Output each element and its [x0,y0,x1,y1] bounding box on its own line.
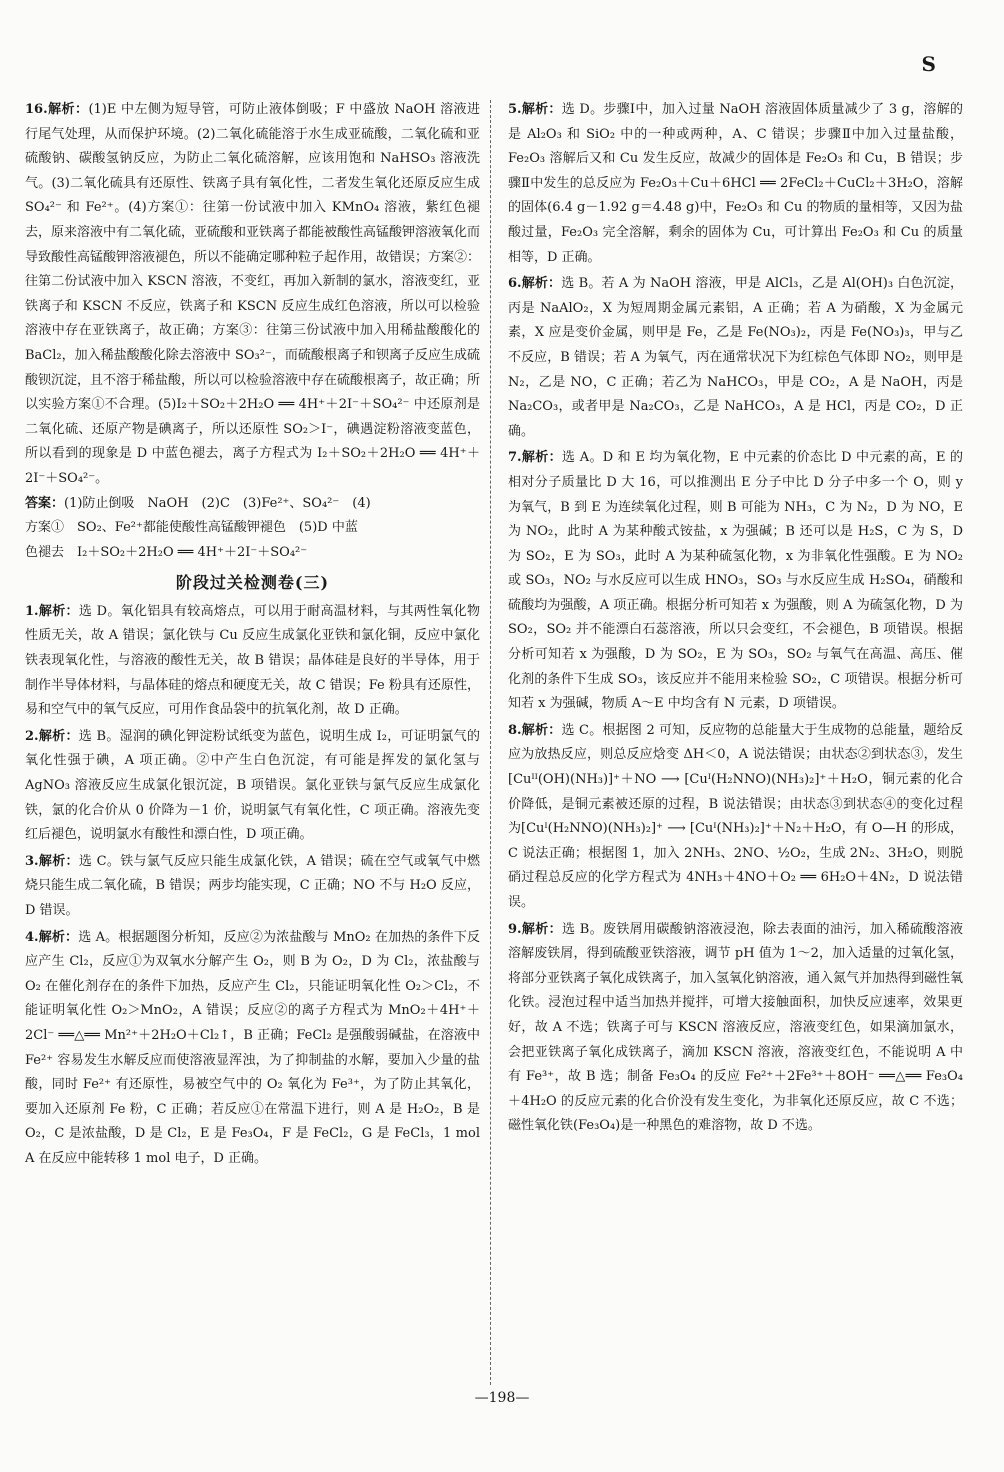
right-column [508,98,963,1141]
corner-mark: S [921,52,936,76]
analysis-label: 解析： [38,853,79,869]
question-7 [508,446,963,717]
analysis-text: 选 B。湿润的碘化钾淀粉试纸变为蓝色，说明生成 I₂，可证明氯气的氧化性强于碘，A 项正确。②中产生白色沉淀，有可能是挥发的氯化氢与 AgNO₃ 溶液反应生成氯化银沉淀，B 项错误。氯化亚铁与氯气反应生成氯化铁，氯的化合价从 0 价降为－1 价，说明氯气有氧化性，C 项正确。溶液先变红后褪色，说明氯水有酸性和漂白性，D 项正确。 [25,728,480,843]
page-number: —198— [474,1390,530,1406]
analysis-text: 选 D。步骤Ⅰ中，加入过量 NaOH 溶液固体质量减少了 3 g，溶解的是 Al₂O₃ 和 SiO₂ 中的一种或两种，A、C 错误；步骤Ⅱ中加入过量盐酸，Fe₂O₃ 溶解后又和 Cu 发生反应，故减少的固体是 Fe₂O₃ 和 Cu，B 错误；步骤Ⅱ中发生的总反应为 Fe₂O₃＋Cu＋6HCl ══ 2FeCl₂＋CuCl₂＋3H₂O，溶解的固体(6.4 g－1.92 g＝4.48 g)中，Fe₂O₃ 和 Cu 的物质的量相等，又因为盐酸过量，Fe₂O₃ 完全溶解，剩余的固体为 Cu，可计算出 Fe₂O₃ 和 Cu 的质量相等，D 正确。 [508,102,963,265]
analysis-label: 解析： [38,929,79,945]
answer-line-3: 色褪去 I₂＋SO₂＋2H₂O ══ 4H⁺＋2I⁻＋SO₄²⁻ [25,544,308,560]
left-column [25,98,480,1174]
answer-block [25,492,480,566]
analysis-text: 选 C。根据图 2 可知，反应物的总能量大于生成物的总能量，题给反应为放热反应，则总反应焓变 ΔH＜0，A 说法错误；由状态②到状态③，发生[Cuᴵᴵ(OH)(NH₃)]⁺＋NO ⟶ [Cuᴵ(H₂NNO)(NH₃)₂]⁺＋H₂O，铜元素的化合价降低，是铜元素被还原的过程，B 说法错误；由状态③到状态④的变化过程为[Cuᴵ(H₂NNO)(NH₃)₂]⁺ ⟶ [Cuᴵ(NH₃)₂]⁺＋N₂＋H₂O，有 O—H 的形成，C 说法正确；根据图 1，加入 2NH₃、2NO、½O₂，生成 2N₂、3H₂O，则脱硝过程总反应的化学方程式为 4NH₃＋4NO＋O₂ ══ 6H₂O＋4N₂，D 说法错误。 [508,722,963,910]
analysis-label: 解析： [521,722,562,738]
section-title: 阶段过关检测卷(三) [175,573,330,593]
question-9 [508,918,963,1139]
question-number: 6. [508,276,522,292]
question-4 [25,926,480,1172]
answer-line-1: (1)防止倒吸 NaOH (2)C (3)Fe²⁺、SO₄²⁻ (4) [64,495,371,511]
analysis-label: 解析： [38,603,79,619]
question-8 [508,719,963,916]
analysis-label: 解析： [521,276,562,292]
question-2 [25,725,480,848]
analysis-text: 选 A。D 和 E 均为氧化物，E 中元素的价态比 D 中元素的高，E 的相对分子质量比 D 大 16，可以推测出 E 分子中比 D 分子中多一个 O，则 y 为氧气，B 到 E 为连续氧化过程，则 B 可能为 NH₃，C 为 N₂，D 为 NO，E 为 NO₂，此时 A 为某种酸式铵盐，x 为强碱；B 还可以是 H₂S，C 为 S，D 为 SO₂，E 为 SO₃，此时 A 为某种硫氢化物，x 为非氧化性强酸。E 为 NO₂ 或 SO₃，NO₂ 与水反应可以生成 HNO₃，SO₃ 与水反应生成 H₂SO₄，硝酸和硫酸均为强酸，A 项正确。根据分析可知若 x 为强酸，则 A 为硫氢化物，D 为 SO₂，SO₂ 并不能漂白石蕊溶液，所以只会变红，不会褪色，B 项错误。根据分析可知若 x 为强酸，D 为 SO₂，E 为 SO₃，SO₂ 与氧气在高温、高压、催化剂的条件下生成 SO₃，该反应并不能用来检验 SO₂，C 项错误。根据分析可知若 x 为强碱，物质 A～E 中均含有 N 元素，D 项错误。 [508,450,963,712]
column-divider [490,100,491,1385]
analysis-label: 解析： [521,102,562,117]
question-3 [25,850,480,924]
answer-label: 答案： [25,495,65,511]
analysis-text: 选 B。废铁屑用碳酸钠溶液浸泡，除去表面的油污，加入稀硫酸溶液溶解废铁屑，得到硫酸亚铁溶液，调节 pH 值为 1～2，加入适量的过氧化氢，将部分亚铁离子氧化成铁离子，加入氢氧化钠溶液，通入氮气并加热得到磁性氧化铁。浸泡过程中适当加热并搅拌，可增大接触面积，加快反应速率，效果更好，故 A 不选；铁离子可与 KSCN 溶液反应，溶液变红色，如果滴加氯水，会把亚铁离子氧化成铁离子，滴加 KSCN 溶液，溶液变红色，不能说明 A 中有 Fe³⁺，故 B 选；制备 Fe₃O₄ 的反应 Fe²⁺＋2Fe³⁺＋8OH⁻ ══△══ Fe₃O₄＋4H₂O 的反应元素的化合价没有发生变化，为非氧化还原反应，故 C 不选；磁性氧化铁(Fe₃O₄)是一种黑色的难溶物，故 D 不选。 [508,921,964,1134]
question-number: 7. [508,450,522,466]
question-number: 4. [25,929,39,945]
analysis-text: 选 D。氧化铝具有较高熔点，可以用于耐高温材料，与其两性氧化物性质无关，故 A 错误；氯化铁与 Cu 反应生成氯化亚铁和氯化铜，反应中氯化铁表现氧化性，与溶液的酸性无关，故 B 错误；晶体硅是良好的半导体，用于制作半导体材料，与晶体硅的熔点和硬度无关，故 C 错误；Fe 粉具有还原性，易和空气中的氧气反应，可用作食品袋中的抗氧化剂，故 D 正确。 [25,603,480,718]
question-number: 1. [25,603,39,619]
question-number: 9. [508,921,522,937]
question-6 [508,272,963,444]
analysis-text: 选 C。铁与氯气反应只能生成氯化铁，A 错误；硫在空气或氧气中燃烧只能生成二氧化硫，B 错误；两步均能实现，C 正确；NO 不与 H₂O 反应，D 错误。 [25,853,480,918]
question-number: 2. [25,728,39,744]
analysis-text: 选 A。根据题图分析知，反应②为浓盐酸与 MnO₂ 在加热的条件下反应产生 Cl₂，反应①为双氧水分解产生 O₂，则 B 为 O₂，D 为 Cl₂，浓盐酸与 O₂ 在催化剂存在的条件下加热，反应产生 Cl₂，只能证明氧化性 O₂＞Cl₂，不能证明氧化性 O₂＞MnO₂，A 错误；反应②的离子方程式为 MnO₂＋4H⁺＋2Cl⁻ ══△══ Mn²⁺＋2H₂O＋Cl₂↑，B 正确；FeCl₂ 是强酸弱碱盐，在溶液中 Fe²⁺ 容易发生水解反应而使溶液显浑浊，为了抑制盐的水解，要加入少量的盐酸，同时 Fe²⁺ 有还原性，易被空气中的 O₂ 氧化为 Fe³⁺，为了防止其氧化，要加入还原剂 Fe 粉，C 正确；若反应①在常温下进行，则 A 是 H₂O₂，B 是 O₂，C 是浓盐酸，D 是 Cl₂，E 是 Fe₃O₄，F 是 FeCl₂，G 是 FeCl₃，1 mol A 在反应中能转移 1 mol 电子，D 正确。 [25,929,480,1166]
question-number: 8. [508,722,522,738]
answer-line-2: 方案① SO₂、Fe²⁺都能使酸性高锰酸钾褪色 (5)D 中蓝 [25,520,358,536]
analysis-text: (1)E 中左侧为短导管，可防止液体倒吸；F 中盛放 NaOH 溶液进行尾气处理，从而保护环境。(2)二氧化硫能溶于水生成亚硫酸，二氧化硫和亚硫酸钠、碳酸氢钠反应，为防止二氧化硫溶解，应该用饱和 NaHSO₃ 溶液洗气。(3)二氧化硫具有还原性、铁离子具有氧化性，二者发生氧化还原反应生成 SO₄²⁻ 和 Fe²⁺。(4)方案①：往第一份试液中加入 KMnO₄ 溶液，紫红色褪去，原来溶液中有二氧化硫，亚硫酸和亚铁离子都能被酸性高锰酸钾溶液氧化而导致酸性高锰酸钾溶液褪色，所以不能确定哪种粒子起作用，故错误；方案②：往第二份试液中加入 KSCN 溶液，不变红，再加入新制的氯水，溶液变红，亚铁离子和 KSCN 不反应，铁离子和 KSCN 反应生成红色溶液，所以可以检验溶液中存在亚铁离子，故正确；方案③：往第三份试液中加入用稀盐酸酸化的 BaCl₂，加入稀盐酸酸化除去溶液中 SO₃²⁻，而硫酸根离子和钡离子反应生成硫酸钡沉淀，且不溶于稀盐酸，所以可以检验溶液中存在硫酸根离子，故正确；所以实验方案①不合理。(5)I₂＋SO₂＋2H₂O ══ 4H⁺＋2I⁻＋SO₄²⁻ 中还原剂是二氧化硫、还原产物是碘离子，所以还原性 SO₂＞I⁻，碘遇淀粉溶液变蓝色，所以看到的现象是 D 中蓝色褪去，离子方程式为 I₂＋SO₂＋2H₂O ══ 4H⁺＋2I⁻＋SO₄²⁻。 [25,102,481,486]
question-1 [25,600,480,723]
question-number: 5. [508,102,522,117]
question-5 [508,98,963,270]
analysis-text: 选 B。若 A 为 NaOH 溶液，甲是 AlCl₃，乙是 Al(OH)₃ 白色沉淀，丙是 NaAlO₂，X 为短周期金属元素铝，A 正确；若 A 为硝酸，X 为金属元素，X 应是变价金属，则甲是 Fe，乙是 Fe(NO₃)₂，丙是 Fe(NO₃)₃，甲与乙不反应，B 错误；若 A 为氧气，丙在通常状况下为红棕色气体即 NO₂，则甲是 N₂，乙是 NO，C 正确；若乙为 NaHCO₃，甲是 CO₂，A 是 NaOH，丙是 Na₂CO₃，或者甲是 Na₂CO₃，乙是 NaHCO₃，A 是 HCl，丙是 CO₂，D 正确。 [508,276,963,439]
analysis-label: 解析： [47,102,89,117]
question-number: 3. [25,853,39,869]
question-16 [25,98,480,565]
question-number: 16. [25,102,48,117]
analysis-label: 解析： [521,450,562,466]
analysis-label: 解析： [38,728,79,744]
analysis-label: 解析： [521,921,562,937]
